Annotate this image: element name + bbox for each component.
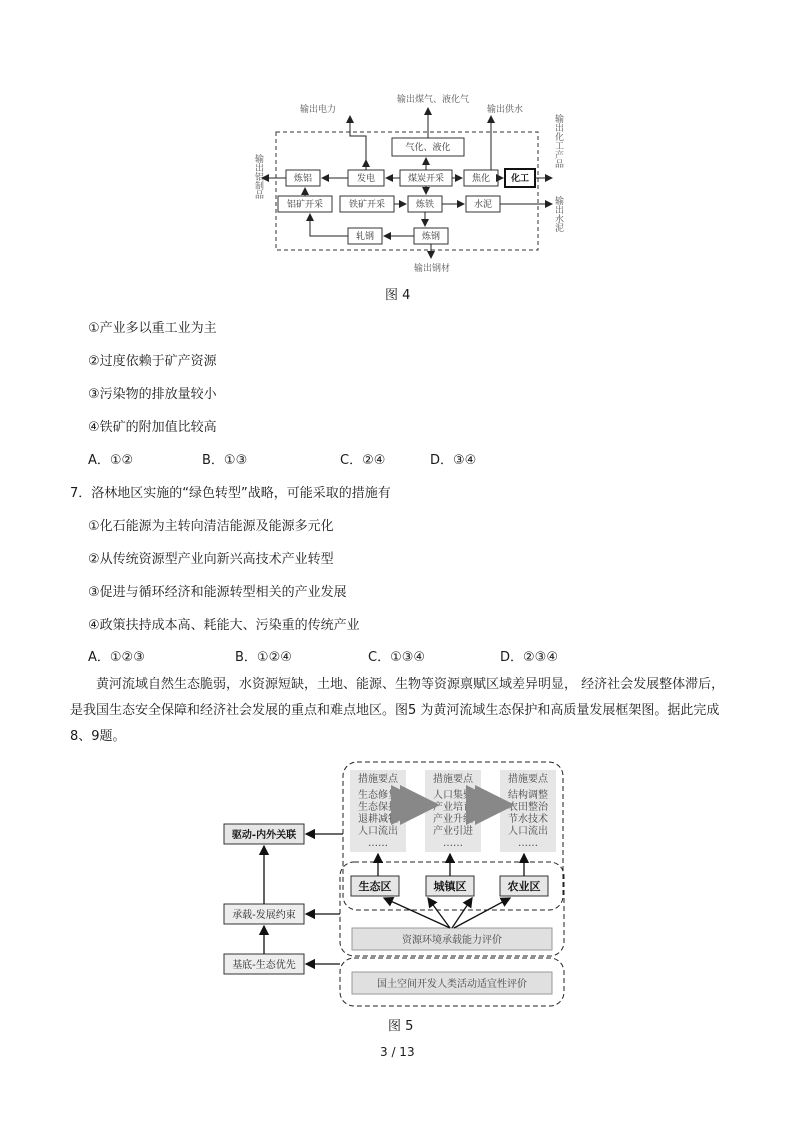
fig4-box-coke: 焦化 bbox=[471, 174, 491, 184]
fig5-eval-suitability: 国土空间开发人类活动适宜性评价 bbox=[377, 979, 527, 990]
q6-choice-a: A．①② bbox=[88, 453, 134, 468]
q6-choice-d: D．③④ bbox=[430, 453, 477, 468]
fig5-measure-3-item-3: 节水技术 bbox=[508, 814, 548, 825]
q6-option-3: ③污染物的排放量较小 bbox=[88, 387, 217, 402]
fig5-zone-agriculture: 农业区 bbox=[507, 880, 541, 893]
fig5-zone-ecology: 生态区 bbox=[358, 880, 392, 893]
passage-text: 黄河流域自然生态脆弱，水资源短缺，土地、能源、生物等资源禀赋区域差异明显， 经济社会发展整体滞后，是我国生态安全保障和经济社会发展的重点和难点地区。图5 为黄河流域生态保护和高质量发展框架图。据此完成8、9题。 bbox=[70, 677, 725, 744]
figure-5-caption: 图 5 bbox=[388, 1019, 414, 1034]
q7-choice-b: B．①②④ bbox=[235, 650, 292, 665]
fig4-box-gas: 气化、液化 bbox=[405, 143, 451, 153]
fig4-label-steel-out: 输出钢材 bbox=[413, 264, 451, 274]
fig4-box-ironmaking: 炼铁 bbox=[415, 200, 435, 210]
q7-option-1: ①化石能源为主转向清洁能源及能源多元化 bbox=[88, 519, 334, 534]
fig4-label-chem-out: 输出化工产品 bbox=[553, 114, 563, 168]
fig4-box-aluminum: 炼铝 bbox=[293, 174, 313, 184]
fig5-measure-1-item-1: 生态修复 bbox=[358, 790, 398, 801]
fig5-measure-1-item-4: 人口流出 bbox=[358, 826, 398, 837]
fig5-zone-urban: 城镇区 bbox=[433, 880, 467, 893]
fig4-label-gas: 输出煤气、液化气 bbox=[396, 95, 470, 105]
fig5-left-carrying: 承载-发展约束 bbox=[232, 910, 296, 921]
q7-option-4: ④政策扶持成本高、耗能大、污染重的传统产业 bbox=[88, 618, 360, 633]
fig4-box-power: 发电 bbox=[356, 174, 376, 184]
fig5-measure-1-item-5: …… bbox=[368, 838, 388, 849]
fig5-measure-2-item-4: 产业引进 bbox=[433, 826, 473, 837]
fig5-measure-title-3: 措施要点 bbox=[508, 774, 548, 785]
page-number: 3 / 13 bbox=[380, 1045, 415, 1059]
q7-choice-d: D．②③④ bbox=[500, 650, 558, 665]
fig5-measure-2-item-5: …… bbox=[443, 838, 463, 849]
fig5-measure-3-item-4: 人口流出 bbox=[508, 826, 548, 837]
fig5-left-driver: 驱动-内外关联 bbox=[231, 830, 297, 841]
fig4-label-cement-out: 输出水泥 bbox=[553, 196, 563, 232]
fig4-box-rolling: 轧钢 bbox=[355, 232, 375, 242]
fig4-box-coal: 煤炭开采 bbox=[407, 174, 445, 184]
fig5-measure-3-item-5: …… bbox=[518, 838, 538, 849]
figure-4-diagram bbox=[240, 78, 580, 278]
q6-option-1: ①产业多以重工业为主 bbox=[88, 321, 217, 336]
figure-5-diagram bbox=[220, 760, 580, 1010]
fig5-measure-3-item-1: 结构调整 bbox=[508, 790, 548, 801]
q6-choice-c: C．②④ bbox=[340, 453, 386, 468]
fig4-label-water: 输出供水 bbox=[486, 105, 524, 115]
fig5-measure-title-2: 措施要点 bbox=[433, 774, 473, 785]
fig4-label-aluminum-out: 输出铝制品 bbox=[253, 154, 263, 199]
q7-choice-c: C．①③④ bbox=[368, 650, 426, 665]
q6-option-4: ④铁矿的附加值比较高 bbox=[88, 420, 217, 435]
figure-4-caption: 图 4 bbox=[385, 288, 411, 303]
fig4-box-steelmaking: 炼钢 bbox=[421, 232, 441, 242]
fig5-measure-title-1: 措施要点 bbox=[358, 774, 398, 785]
fig5-measure-1-item-2: 生态保护 bbox=[358, 802, 398, 813]
fig5-measure-3-item-2: 农田整治 bbox=[508, 802, 548, 813]
fig5-measure-2-item-2: 产业培育 bbox=[433, 802, 473, 813]
q7-choice-a: A．①②③ bbox=[88, 650, 145, 665]
fig5-measure-2-item-1: 人口集聚 bbox=[433, 790, 473, 801]
q7-option-2: ②从传统资源型产业向新兴高技术产业转型 bbox=[88, 552, 334, 567]
fig4-box-ironore: 铁矿开采 bbox=[348, 200, 386, 210]
fig5-measure-2-item-3: 产业升级 bbox=[433, 814, 473, 825]
fig4-box-chem: 化工 bbox=[510, 174, 530, 184]
fig4-box-cement: 水泥 bbox=[473, 200, 493, 210]
q6-choice-b: B．①③ bbox=[202, 453, 248, 468]
fig4-label-power: 输出电力 bbox=[299, 105, 337, 115]
q7-stem: 7．洛林地区实施的“绿色转型”战略，可能采取的措施有 bbox=[70, 486, 391, 501]
q6-option-2: ②过度依赖于矿产资源 bbox=[88, 354, 217, 369]
q7-option-3: ③促进与循环经济和能源转型相关的产业发展 bbox=[88, 585, 347, 600]
fig5-left-base: 基底-生态优先 bbox=[232, 960, 296, 971]
fig4-box-bauxite: 铝矿开采 bbox=[286, 200, 324, 210]
fig5-eval-capacity: 资源环境承载能力评价 bbox=[402, 935, 502, 946]
fig5-measure-1-item-3: 退耕减牧 bbox=[358, 814, 398, 825]
